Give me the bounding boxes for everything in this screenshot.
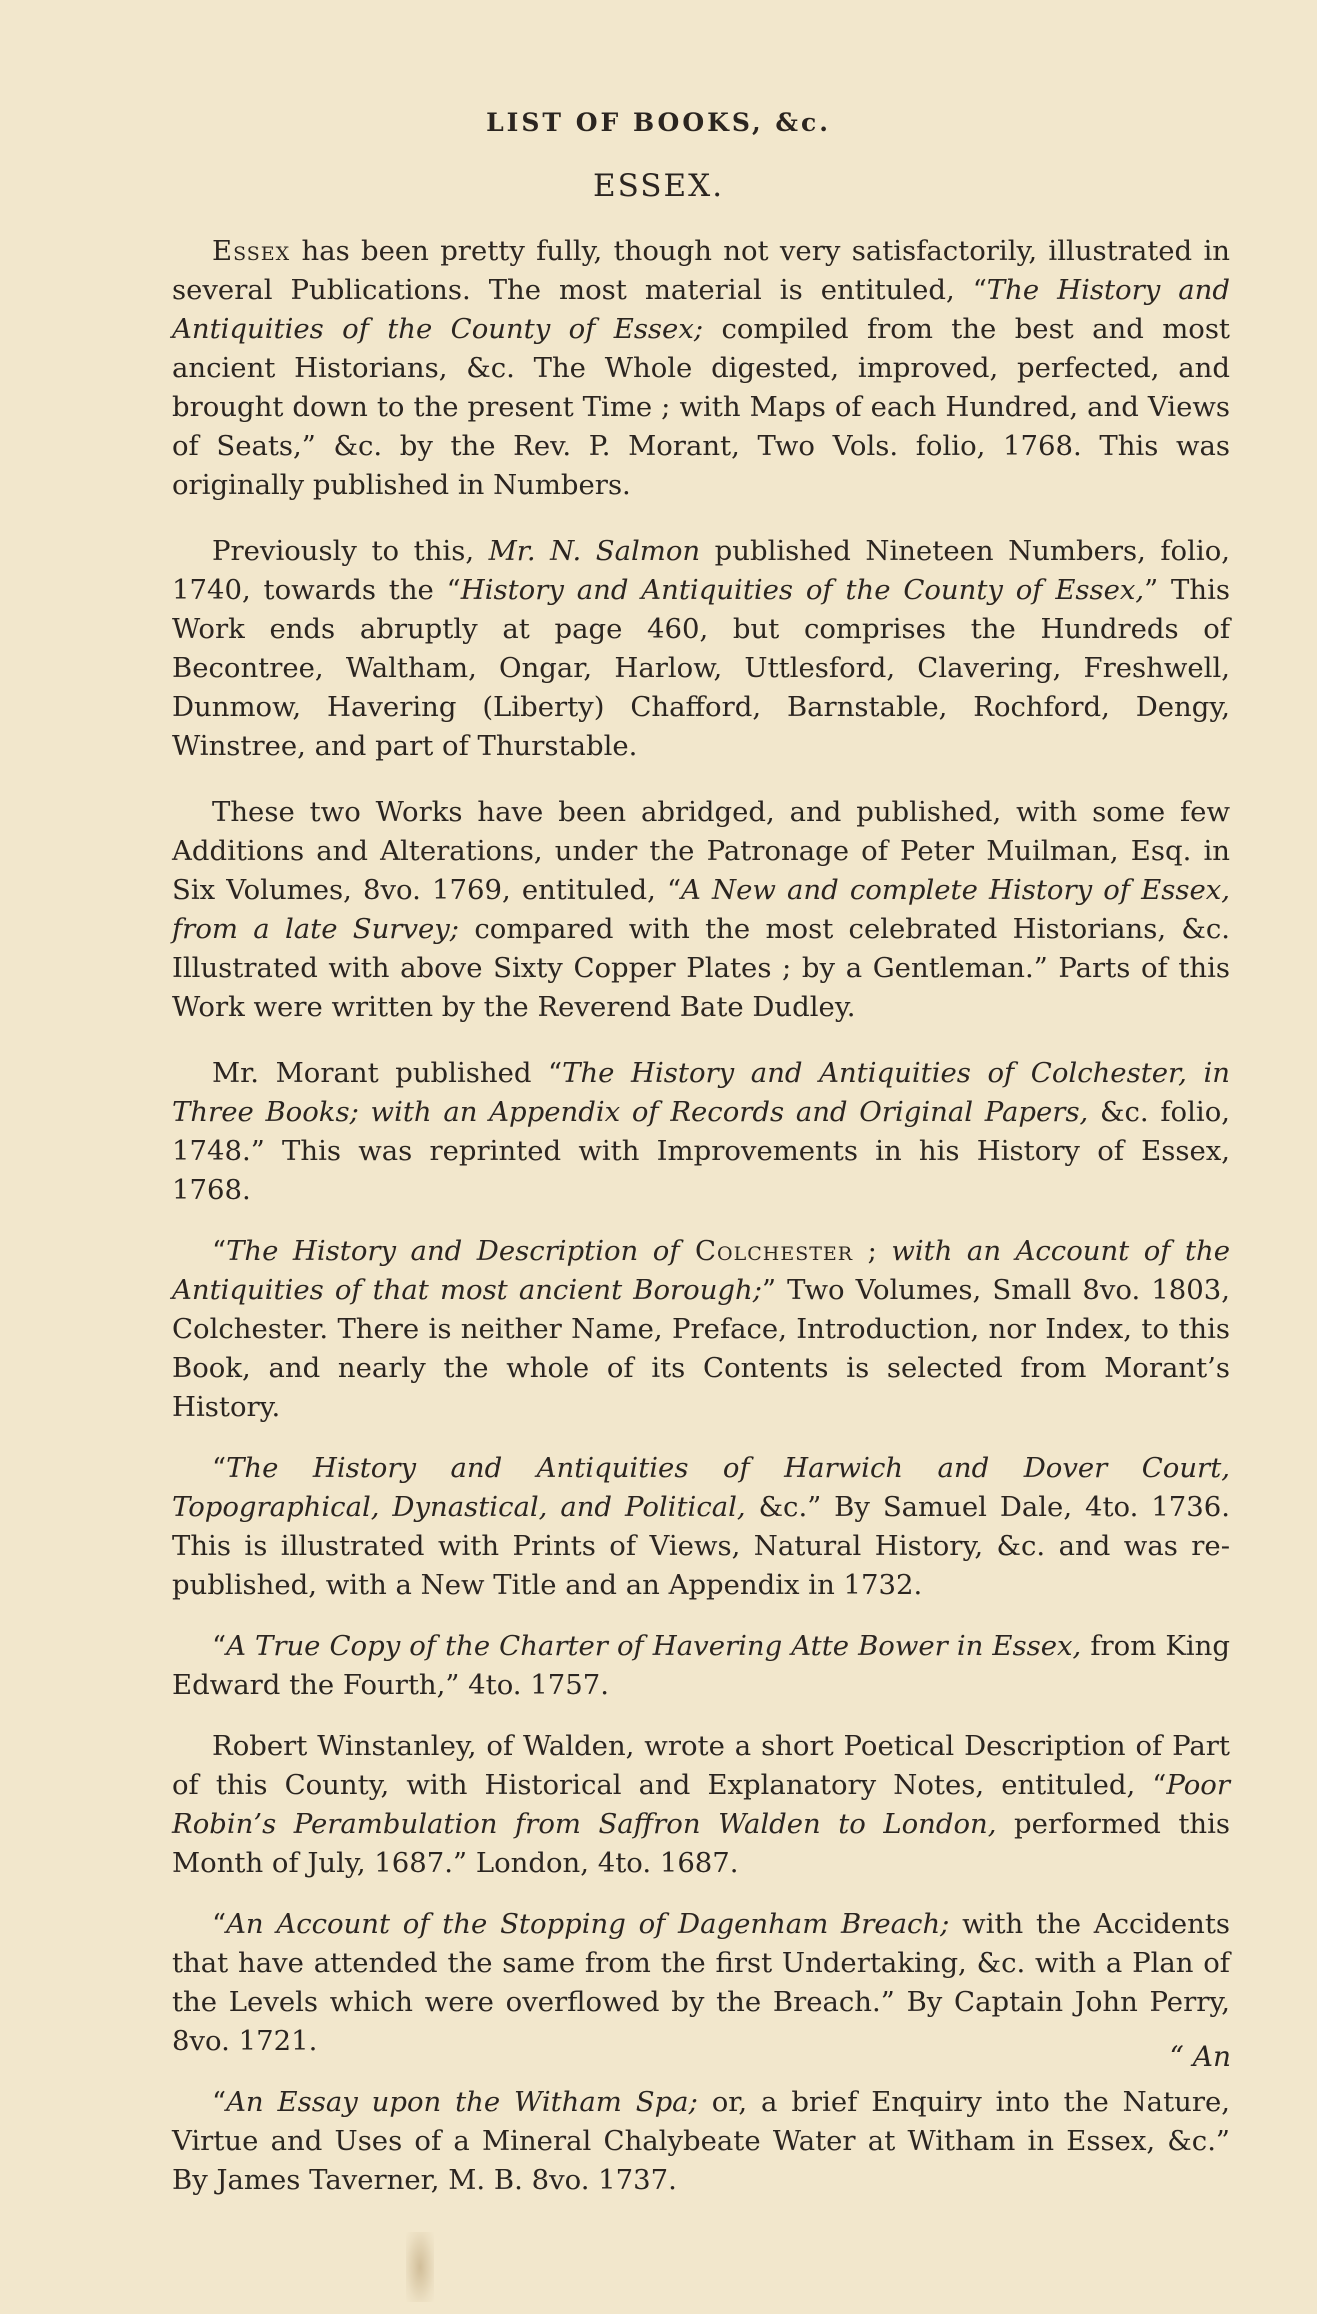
book-title: An Essay upon the Witham Spa;	[226, 2086, 698, 2118]
running-head: LIST OF BOOKS, &c.	[486, 108, 831, 137]
text: “	[212, 1630, 227, 1662]
text: These two Works have been abridged, and published, with some few Additions and Alterations, under the Patronage of Peter Muilman, Esq. in Six Volumes, 8vo. 1769, entituled, “	[172, 796, 1230, 906]
paragraph-colchester-description	[172, 1232, 1230, 1427]
text: &c. folio, 1748.” This was reprinted with Improvements in his History of Essex, 1768.	[172, 1096, 1230, 1206]
place-name: Colchester	[679, 1235, 854, 1267]
paragraph-winstanley	[172, 1727, 1230, 1883]
author-name: Mr. N. Salmon	[488, 535, 701, 567]
text: ;	[853, 1235, 892, 1267]
text: Mr. Morant published “	[212, 1057, 563, 1089]
ink-blot-ornament	[406, 2232, 434, 2302]
text: from King Edward the Fourth,” 4to. 1757.	[172, 1630, 1230, 1701]
section-title: ESSEX.	[592, 168, 725, 204]
book-title: History and Antiquities of the County of Essex,	[460, 574, 1145, 606]
text: ” Two Volumes, Small 8vo. 1803, Colchester. There is neither Name, Preface, Introduction, nor Index, to this Book, and nearly the whole of its Contents is selected from Morant’s History.	[172, 1274, 1230, 1423]
body-text	[172, 232, 1230, 2222]
paragraph-abridged	[172, 793, 1230, 1027]
text: &c.” By Samuel Dale, 4to. 1736. This is illustrated with Prints of Views, Natural History, &c. and was re-published, with a New Title and an Appendix in 1732.	[172, 1491, 1230, 1601]
paragraph-morant-history	[172, 232, 1230, 505]
text: published Nineteen Numbers, folio, 1740, towards the “	[172, 535, 1231, 606]
text: “	[212, 1908, 227, 1940]
book-title: An Account of the Stopping of Dagenham Breach;	[226, 1908, 950, 1940]
text: has been pretty fully, though not very satisfactorily, illustrated in several Publications. The most material is entituled, “	[172, 235, 1230, 306]
paragraph-colchester-morant	[172, 1054, 1230, 1210]
text: compared with the most celebrated Historians, &c. Illustrated with above Sixty Copper Plates ; by a Gentleman.” Parts of this Work were written by the Reverend Bate Dudley.	[172, 913, 1230, 1023]
paragraph-havering-charter	[172, 1627, 1230, 1705]
lead-word: Essex	[212, 235, 291, 267]
text: “	[212, 1235, 227, 1267]
paragraph-witham-spa	[172, 2083, 1230, 2200]
book-title: The History and Description of	[226, 1235, 680, 1267]
paragraph-harwich	[172, 1449, 1230, 1605]
catchword: “ An	[1169, 2040, 1231, 2073]
text: compiled from the best and most ancient Historians, &c. The Whole digested, improved, perfected, and brought down to the present Time ; with Maps of each Hundred, and Views of Seats,” &c. by the Rev. P. Morant, Two Vols. folio, 1768. This was originally published in Numbers.	[172, 313, 1230, 501]
text: Robert Winstanley, of Walden, wrote a short Poetical Description of Part of this County, with Historical and Explanatory Notes, entituled, “	[172, 1730, 1230, 1801]
text: with the Accidents that have attended the same from the first Undertaking, &c. with a Plan of the Levels which were overflowed by the Breach.” By Captain John Perry, 8vo. 1721.	[172, 1908, 1230, 2057]
book-title: A New and complete History of Essex, from a late Survey;	[172, 874, 1230, 945]
paragraph-dagenham	[172, 1905, 1230, 2061]
text: “	[212, 1452, 227, 1484]
book-title: The History and Antiquities of Harwich and Dover Court, Topographical, Dynastical, and Political,	[172, 1452, 1230, 1523]
paragraph-salmon	[172, 532, 1230, 766]
text: or, a brief Enquiry into the Nature, Virtue and Uses of a Mineral Chalybeate Water at Witham in Essex, &c.” By James Taverner, M. B. 8vo. 1737.	[172, 2086, 1230, 2196]
book-title: The History and Antiquities of Colchester, in Three Books; with an Appendix of Records and Original Papers,	[172, 1057, 1230, 1128]
text: Previously to this,	[212, 535, 489, 567]
book-title: Poor Robin’s Perambulation from Saffron Walden to London,	[172, 1769, 1230, 1840]
text: ” This Work ends abruptly at page 460, but comprises the Hundreds of Becontree, Waltham, Ongar, Harlow, Uttlesford, Clavering, Freshwell, Dunmow, Havering (Liberty) Chafford, Barnstable, Rochford, Dengy, Winstree, and part of Thurstable.	[172, 574, 1231, 762]
book-title: The History and Antiquities of the County of Essex;	[172, 274, 1230, 345]
book-title: with an Account of the Antiquities of that most ancient Borough;	[172, 1235, 1230, 1306]
book-title: A True Copy of the Charter of Havering Atte Bower in Essex,	[226, 1630, 1082, 1662]
text: “	[212, 2086, 227, 2118]
text: performed this Month of July, 1687.” London, 4to. 1687.	[172, 1808, 1231, 1879]
